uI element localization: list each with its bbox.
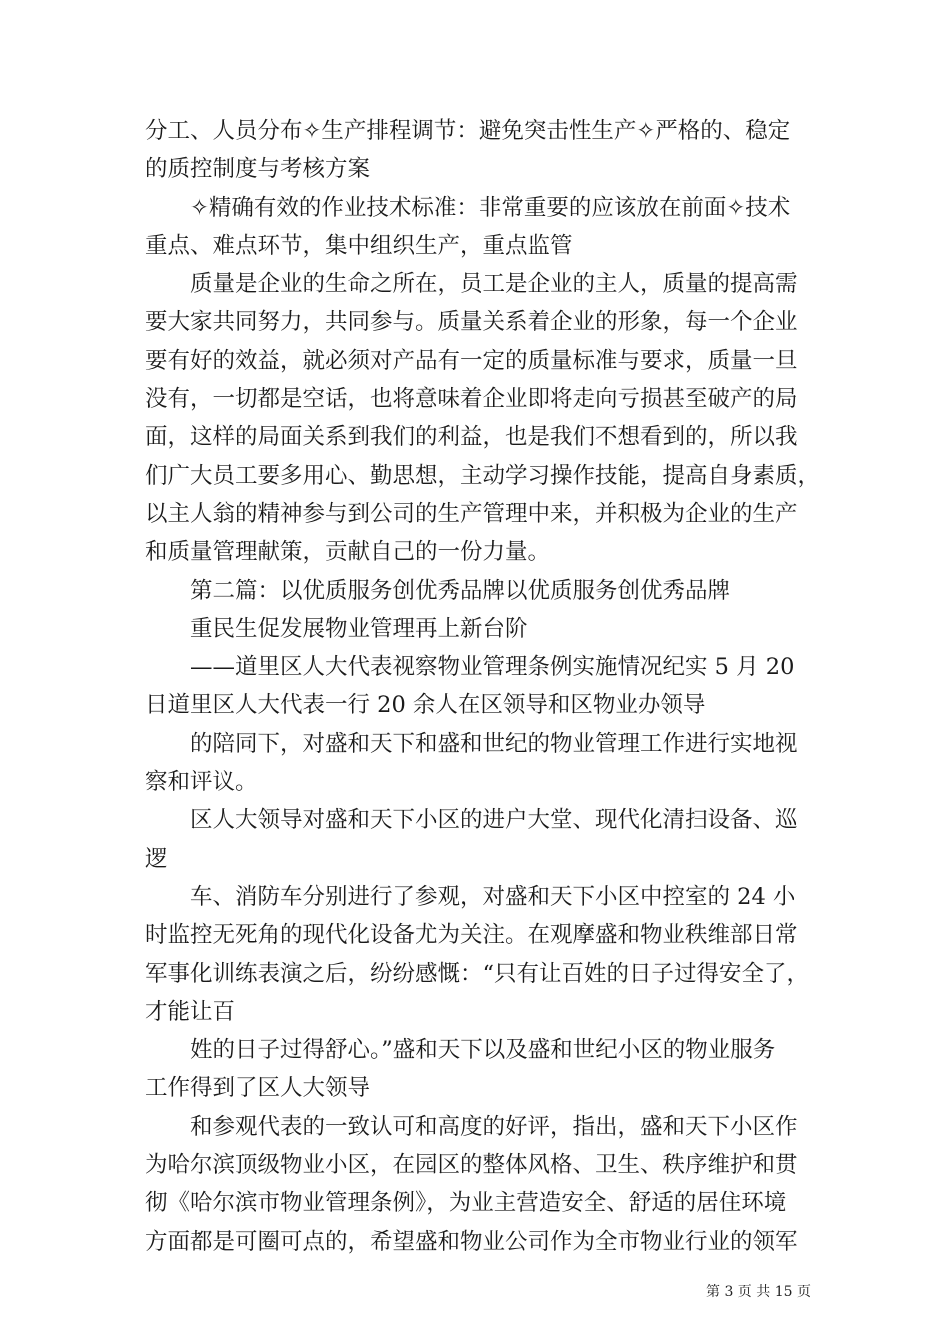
text-line: 车、消防车分别进行了参观，对盛和天下小区中控室的 24 小	[190, 883, 796, 910]
text-line: 军事化训练表演之后，纷纷感慨：“只有让百姓的日子过得安全了，	[145, 960, 810, 987]
text-line: 区人大领导对盛和天下小区的进户大堂、现代化清扫设备、巡	[190, 807, 798, 834]
text-line: 的质控制度与考核方案	[145, 156, 371, 183]
text-line: 重民生促发展物业管理再上新台阶	[190, 615, 528, 642]
text-line: ——道里区人大代表视察物业管理条例实施情况纪实 5 月 20	[190, 654, 795, 681]
text-line: 时监控无死角的现代化设备尤为关注。在观摩盛和物业秩维部日常	[145, 922, 798, 949]
page-number: 第 3 页 共 15 页	[706, 1284, 811, 1300]
text-line: 为哈尔滨顶级物业小区，在园区的整体风格、卫生、秩序维护和贯	[145, 1152, 798, 1179]
text-line: 和参观代表的一致认可和高度的好评，指出，盛和天下小区作	[190, 1113, 798, 1140]
text-line: 和质量管理献策，贡献自己的一份力量。	[145, 539, 551, 566]
text-line: 工作得到了区人大领导	[145, 1075, 371, 1102]
text-line: 以主人翁的精神参与到公司的生产管理中来，并积极为企业的生产	[145, 500, 798, 527]
text-line: 要大家共同努力，共同参与。质量关系着企业的形象，每一个企业	[145, 309, 798, 336]
text-line: 面，这样的局面关系到我们的利益，也是我们不想看到的，所以我	[145, 424, 798, 451]
text-line: ✧精确有效的作业技术标准：非常重要的应该放在前面✧技术	[190, 194, 791, 221]
text-line: 要有好的效益，就必须对产品有一定的质量标准与要求，质量一旦	[145, 347, 798, 374]
text-line: 们广大员工要多用心、勤思想，主动学习操作技能，提高自身素质，	[145, 462, 821, 489]
text-line: 彻《哈尔滨市物业管理条例》，为业主营造安全、舒适的居住环境	[145, 1190, 787, 1217]
text-line: 日道里区人大代表一行 20 余人在区领导和区物业办领导	[145, 692, 706, 719]
text-line: 没有，一切都是空话，也将意味着企业即将走向亏损甚至破产的局	[145, 386, 798, 413]
text-line: 察和评议。	[145, 769, 258, 796]
text-line: 姓的日子过得舒心。”盛和天下以及盛和世纪小区的物业服务	[190, 1037, 776, 1064]
document-body	[145, 112, 835, 1261]
text-line: 重点、难点环节，集中组织生产，重点监管	[145, 232, 573, 259]
text-line: 方面都是可圈可点的，希望盛和物业公司作为全市物业行业的领军	[145, 1228, 798, 1255]
text-line: 分工、人员分布✧生产排程调节：避免突击性生产✧严格的、稳定	[145, 118, 791, 144]
text-line: 才能让百	[145, 998, 236, 1025]
text-line: 第二篇：以优质服务创优秀品牌以优质服务创优秀品牌	[190, 577, 731, 604]
text-line: 质量是企业的生命之所在，员工是企业的主人，质量的提高需	[190, 271, 798, 298]
text-line: 的陪同下，对盛和天下和盛和世纪的物业管理工作进行实地视	[190, 730, 798, 757]
text-line: 逻	[145, 845, 168, 872]
